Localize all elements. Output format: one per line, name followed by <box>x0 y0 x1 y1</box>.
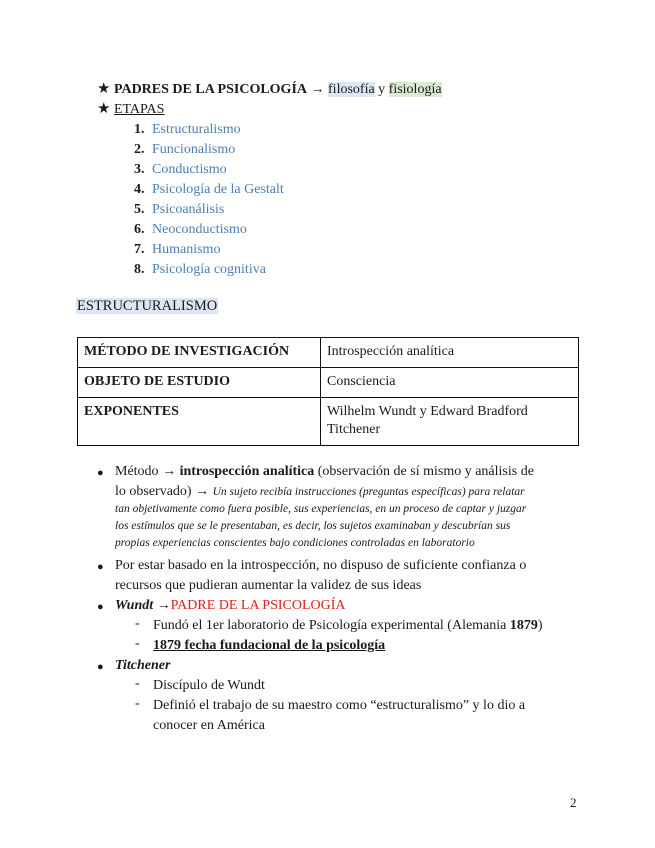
list-number: 4. <box>134 182 145 197</box>
sub-titchener-1: Discípulo de Wundt <box>153 678 265 693</box>
list-item-label[interactable]: Neoconductismo <box>152 222 247 237</box>
heading-title: PADRES DE LA PSICOLOGÍA <box>113 82 308 97</box>
red-text: PADRE DE LA PSICOLOGÍA <box>170 598 346 613</box>
table-row <box>78 338 579 368</box>
bullet-introspeccion <box>115 556 526 595</box>
text: lo observado) → <box>115 483 210 499</box>
list-item-label[interactable]: Psicología de la Gestalt <box>152 182 284 197</box>
bold-text: 1879 <box>509 618 538 633</box>
star-icon: ★ <box>97 101 111 117</box>
table-value-line: Wilhelm Wundt y Edward Bradford <box>327 404 528 419</box>
table-key: EXPONENTES <box>78 398 321 446</box>
etapas-title: ETAPAS <box>113 102 165 117</box>
text: (observación de sí mismo y análisis de <box>314 464 534 479</box>
heading-arrow: → <box>310 82 325 97</box>
dash: - <box>135 636 140 651</box>
etapas-heading <box>97 99 164 118</box>
bullet-dot: ● <box>97 467 104 479</box>
bold-text: introspección analítica <box>176 464 315 479</box>
italic-text: Un sujeto recibía instrucciones (preguntas específicas) para relatar <box>212 485 525 498</box>
highlight-fisiologia: fisiología <box>388 82 442 97</box>
list-item <box>134 240 284 260</box>
list-number: 7. <box>134 242 145 257</box>
list-number: 3. <box>134 162 145 177</box>
arrow: → <box>162 464 177 479</box>
heading-conj: y <box>374 82 389 97</box>
table-row <box>78 368 579 398</box>
italic-text: tan objetivamente como fuera posible, sus experiencias, en un proceso de captar y juzgar <box>115 503 527 515</box>
bullet-dot: ● <box>97 561 104 573</box>
list-item-label[interactable]: Funcionalismo <box>152 142 236 157</box>
table-value: Consciencia <box>321 368 579 398</box>
italic-text: los estímulos que se le presentaban, es decir, los sujetos examinaban y descubrían sus <box>115 520 511 532</box>
list-number: 8. <box>134 262 145 277</box>
list-item <box>134 260 284 280</box>
text: recursos que pudieran aumentar la validez de sus ideas <box>115 577 422 593</box>
page-number: 2 <box>570 795 577 810</box>
info-table <box>77 337 579 446</box>
bullet-dot: ● <box>97 661 104 673</box>
list-item <box>134 220 284 240</box>
text: Método <box>115 464 163 479</box>
list-item <box>134 200 284 220</box>
dash: - <box>135 676 140 691</box>
list-item-label[interactable]: Psicología cognitiva <box>152 262 266 277</box>
bullet-metodo <box>115 462 534 552</box>
highlight-filosofia: filosofía <box>328 82 375 97</box>
text: Definió el trabajo de su maestro como “estructuralismo” y lo dio a <box>153 698 526 713</box>
dash: - <box>135 696 140 711</box>
bullet-wundt <box>115 596 346 616</box>
text: ) <box>537 618 543 633</box>
table-row <box>78 398 579 446</box>
list-item <box>134 140 284 160</box>
list-number: 1. <box>134 122 145 137</box>
table-key: OBJETO DE ESTUDIO <box>78 368 321 398</box>
table-value <box>321 398 579 446</box>
etapas-list <box>134 120 284 280</box>
sub-wundt-2 <box>153 636 385 656</box>
list-item <box>134 180 284 200</box>
section-title-text: ESTRUCTURALISMO <box>77 298 218 314</box>
sub-titchener-2 <box>153 696 525 735</box>
text: Por estar basado en la introspección, no dispuso de suficiente confianza o <box>115 558 527 573</box>
dash: - <box>135 616 140 631</box>
list-item <box>134 160 284 180</box>
name-titchener: Titchener <box>115 658 171 673</box>
heading-line <box>97 79 442 98</box>
table-key: MÉTODO DE INVESTIGACIÓN <box>78 338 321 368</box>
table-value: Introspección analítica <box>321 338 579 368</box>
section-title <box>76 297 218 315</box>
list-item <box>134 120 284 140</box>
italic-text: propias experiencias conscientes bajo condiciones controladas en laboratorio <box>115 537 475 549</box>
table-value-line: Titchener <box>327 422 381 437</box>
bullet-dot: ● <box>97 601 104 613</box>
text: Fundó el 1er laboratorio de Psicología experimental (Alemania <box>153 618 510 633</box>
list-item-label[interactable]: Humanismo <box>152 242 221 257</box>
list-item-label[interactable]: Psicoanálisis <box>152 202 225 217</box>
text: conocer en América <box>153 717 265 733</box>
bold-underlined-text: 1879 fecha fundacional de la psicología <box>153 638 386 653</box>
list-number: 6. <box>134 222 145 237</box>
list-item-label[interactable]: Conductismo <box>152 162 227 177</box>
sub-wundt-1 <box>153 616 543 636</box>
arrow: → <box>156 598 171 613</box>
list-number: 2. <box>134 142 145 157</box>
bullet-titchener <box>115 656 170 676</box>
list-item-label[interactable]: Estructuralismo <box>152 122 241 137</box>
name-wundt: Wundt <box>115 598 154 613</box>
star-icon: ★ <box>97 81 111 97</box>
list-number: 5. <box>134 202 145 217</box>
